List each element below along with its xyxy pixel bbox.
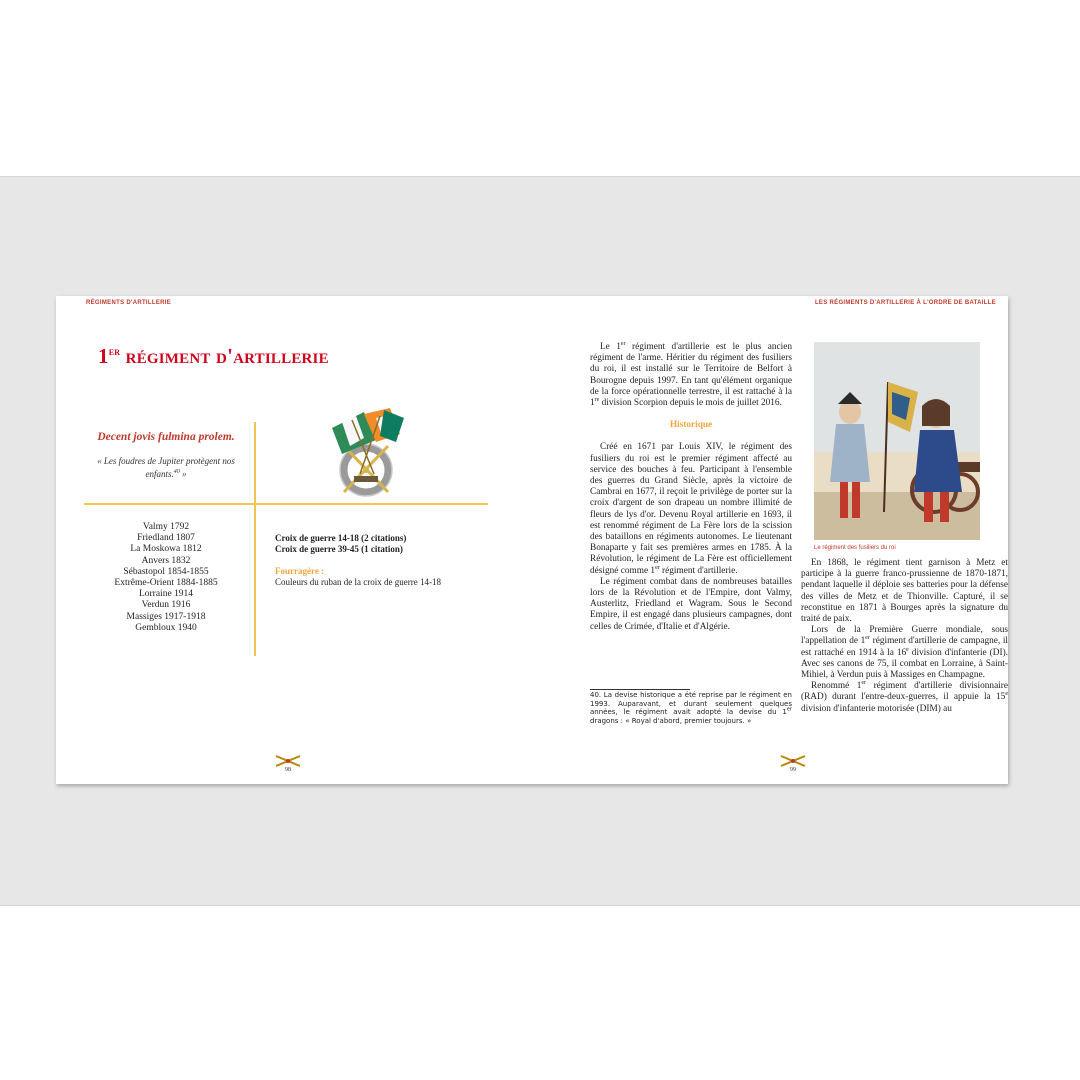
history-paragraph: Renommé 1er régiment d'artillerie divisionnaire (RAD) durant l'entre-deux-guerres, il appuie la 15e division d'infanterie motorisée (DIM) au (801, 680, 1008, 714)
croix-de-guerre-14-18: Croix de guerre 14-18 (2 citations) (275, 533, 407, 543)
battle-honour: Extrême-Orient 1884-1885 (114, 578, 218, 589)
battle-honour: Verdun 1916 (141, 600, 191, 611)
battle-honour: La Moskowa 1812 (130, 544, 202, 555)
vertical-divider (254, 422, 256, 656)
crossed-cannons-icon (274, 754, 302, 768)
page-title: 1er régiment d'artillerie (98, 344, 329, 368)
battle-honours-list (86, 522, 246, 634)
battle-honour: Lorraine 1914 (138, 589, 194, 600)
battle-honour: Valmy 1792 (142, 522, 190, 532)
battle-honour: Anvers 1832 (141, 555, 191, 566)
footnote-rule (590, 689, 690, 690)
battle-honour: Massiges 1917-1918 (126, 611, 206, 622)
motto-translation: « Les foudres de Jupiter protègent nos enfants.$^{40}$ » (97, 456, 235, 479)
motto-latin: Decent jovis fulmina prolem. (97, 431, 235, 443)
intro-paragraph: Le 1er régiment d'artillerie est le plus ancien régiment de l'arme. Héritier du régiment des fusiliers du roi, il est installé sur le Territoire de Belfort à Bourogne depuis 1997. En tant qu'élément organique de la force opérationnelle terrestre, il est rattaché à la 1re division Scorpion depuis le mois de juillet 2016. (590, 342, 792, 409)
battle-honour: Gembloux 1940 (135, 622, 197, 633)
footnote-ref[interactable]: 40 (173, 469, 180, 475)
decorations-block (275, 533, 485, 588)
right-page-number: 99 (790, 767, 796, 773)
battle-honour: Sébastopol 1854-1855 (123, 566, 209, 577)
history-paragraph: Lors de la Première Guerre mondiale, sous l'appellation de 1er régiment d'artillerie de campagne, il est rattaché en 1914 à la 16e division d'infanterie (DI). Avec ses canons de 75, il combat en Lorraine, à Saint-Mihiel, à Verdun puis à Massiges en Champagne. (801, 625, 1008, 681)
history-paragraph: Le régiment combat dans de nombreuses batailles lors de la Révolution et de l'Empire, dont Valmy, Austerlitz, Friedland et Wagram. Sous le Second Empire, il est engagé dans plusieurs campagnes, dont celles de Crimée, d'Italie et d'Algérie. (590, 576, 792, 632)
right-running-head: LES RÉGIMENTS D'ARTILLERIE À L'ORDRE DE BATAILLE (814, 300, 996, 306)
historique-heading: Historique (669, 420, 713, 431)
fourragere-label: Fourragère : (275, 566, 325, 576)
book-spread (56, 296, 1008, 784)
fourragere-text: Couleurs du ruban de la croix de guerre 14-18 (275, 577, 441, 587)
croix-de-guerre-39-45: Croix de guerre 39-45 (1 citation) (275, 544, 403, 554)
regiment-painting (814, 342, 980, 540)
history-paragraph: Créé en 1671 par Louis XIV, le régiment des fusiliers du roi est le premier régiment affecté au service des bouches à feu. Participant à l'ensemble des guerres du Grand Siècle, après la victoire de Cambrai en 1677, il reçoit le privilège de porter sur la croix d'argent de son drapeau un nombre illimité de fleurs de lys d'or. Devenu Royal artillerie en 1693, il est renommé régiment de La Fère lors de la scission des bataillons en régiments autonomes. Le lieutenant Bonaparte y fait ses premières armes en 1785. À la Révolution, le régiment de La Fère est officiellement désigné comme 1er régiment d'artillerie. (590, 442, 792, 576)
horizontal-divider (84, 503, 488, 505)
left-page-number: 98 (285, 767, 291, 773)
crossed-cannons-icon (779, 754, 807, 768)
regiment-insignia-icon (324, 406, 408, 498)
left-running-head: RÉGIMENTS D'ARTILLERIE (86, 300, 172, 306)
footnote-40: 40. La devise historique a été reprise par le régiment en 1993. Auparavant, et durant seulement quelques années, le régiment avait adopté la devise du 1er dragons : « Royal d'abord, premier toujours. » (590, 691, 792, 725)
battle-honour: Friedland 1807 (137, 533, 195, 544)
text-column-right (801, 558, 1008, 730)
painting-caption: Le régiment des fusiliers du roi (814, 545, 896, 551)
text-column-left (590, 342, 792, 690)
history-paragraph: En 1868, le régiment tient garnison à Metz et participe à la guerre franco-prussienne de 1870-1871, pendant laquelle il déploie ses batteries pour la défense des villes de Metz et de Thionville. Capturé, il se reconstitue en 1871 à Bourges après la signature du traité de paix. (801, 558, 1008, 625)
